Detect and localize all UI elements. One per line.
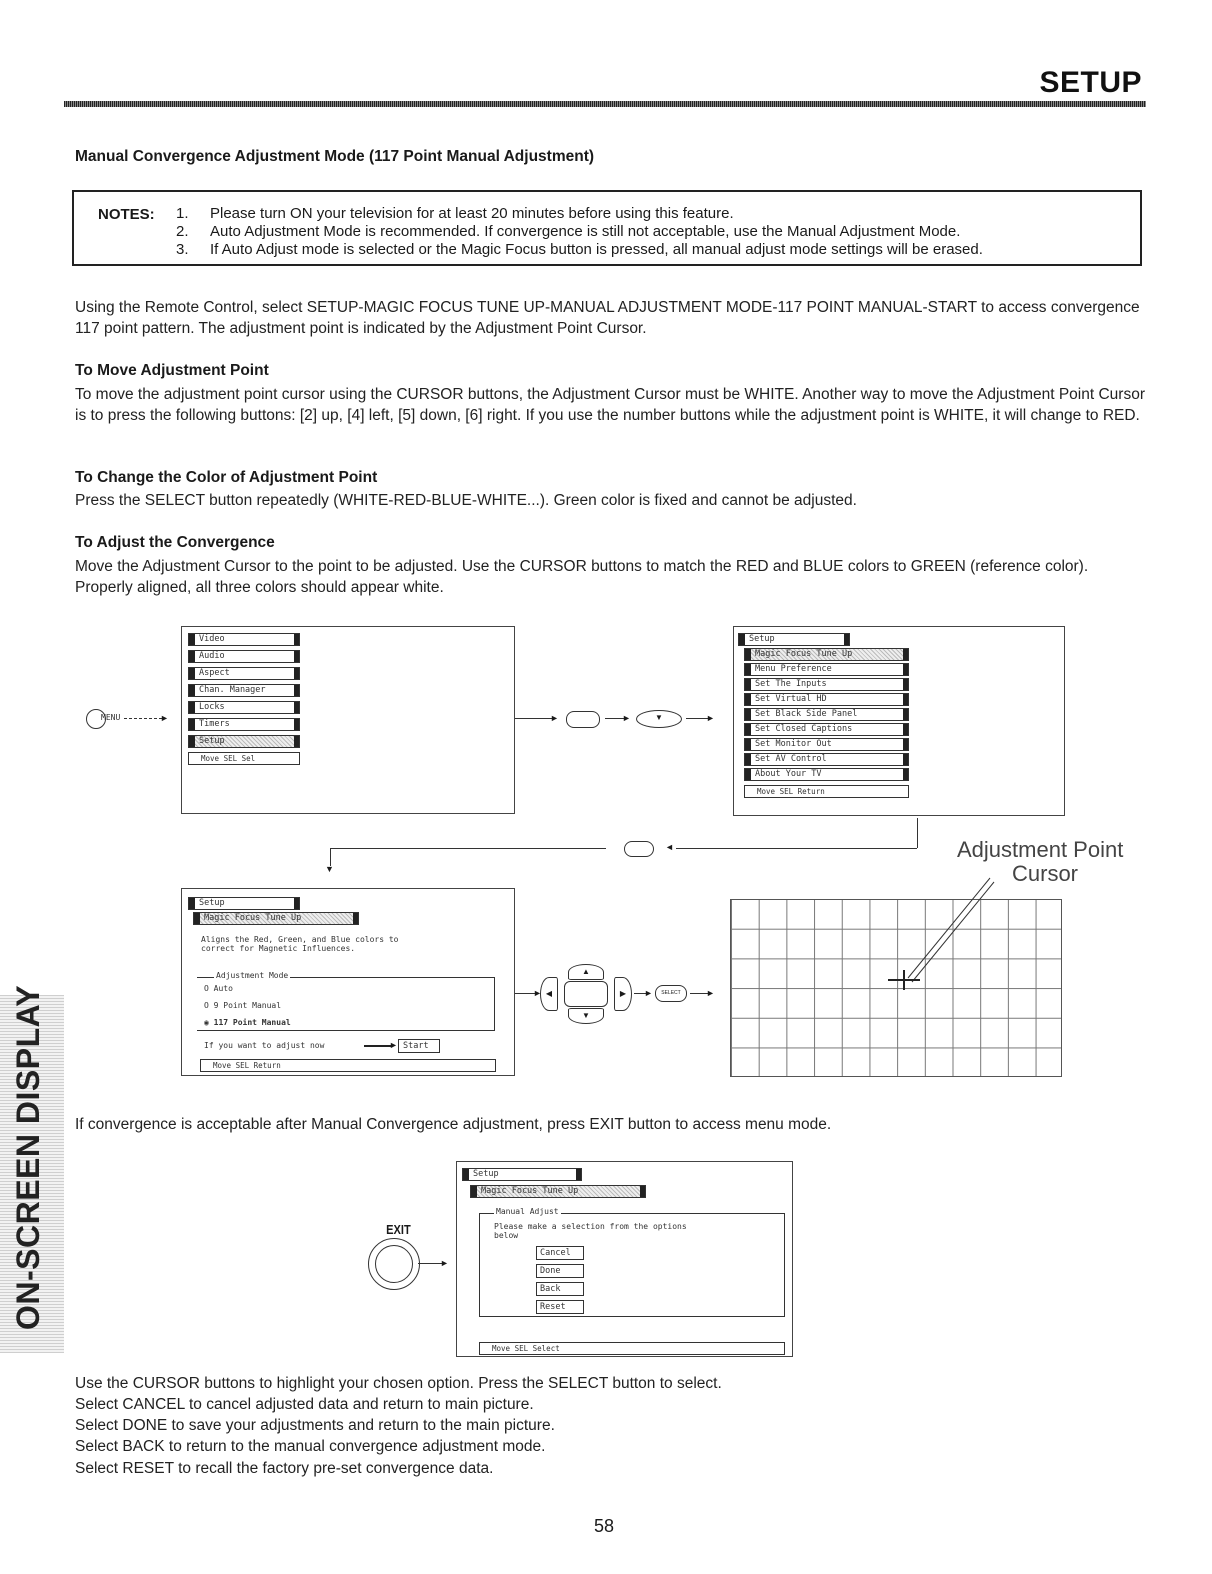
arrow-right-icon: ►: [440, 1258, 449, 1268]
setup-item-closed-captions: Set Closed Captions: [744, 723, 909, 736]
instruction-line: Use the CURSOR buttons to highlight your chosen option. Press the SELECT button to select.: [75, 1375, 722, 1392]
connector-line: [676, 848, 917, 849]
cursor-label-2: Cursor: [1012, 861, 1079, 886]
reset-option: Reset: [536, 1300, 584, 1314]
move-point-text: To move the adjustment point cursor using the CURSOR buttons, the Adjustment Cursor must be WHITE. Another way to move the Adjustment Point Cursor is to press the following buttons: [2] up, [4] left, [5] down, [6] right. If you use the number buttons while the adjustment point is WHITE, it will change to RED.: [75, 386, 1145, 424]
arrow-line: [515, 993, 535, 994]
magic-footer: Move SEL Return: [200, 1059, 496, 1072]
connector-line: [917, 818, 918, 848]
page-header-title: SETUP: [1039, 66, 1142, 99]
page-number: 58: [594, 1516, 615, 1536]
move-point-title: To Move Adjustment Point: [75, 362, 269, 379]
instruction-line: Select DONE to save your adjustments and return to the main picture.: [75, 1417, 555, 1434]
manual-adjust-label: Manual Adjust: [496, 1207, 559, 1216]
magic-description: Aligns the Red, Green, and Blue colors to correct for Magnetic Influences.: [201, 935, 399, 953]
arrow-down-icon: ▼: [325, 864, 334, 874]
arrow-right-icon: ►: [706, 713, 715, 723]
note-text: If Auto Adjust mode is selected or the Magic Focus button is pressed, all manual adjust mode settings will be erased.: [210, 241, 983, 258]
select-button-icon: SELECT: [655, 985, 687, 1002]
setup-item-magic-focus: Magic Focus Tune Up: [744, 648, 909, 661]
menu-item-chan-manager: Chan. Manager: [188, 684, 300, 697]
arrow-right-icon: ►: [622, 713, 631, 723]
setup-menu-footer: Move SEL Return: [744, 785, 909, 798]
note-item: [176, 223, 960, 240]
arrow-line: [364, 1045, 392, 1047]
mode-option-auto: O Auto: [204, 984, 233, 993]
setup-item-black-side-panel: Set Black Side Panel: [744, 708, 909, 721]
arrow-line: [515, 718, 553, 719]
arrow-right-icon: ►: [160, 713, 169, 723]
menu-item-timers: Timers: [188, 718, 300, 731]
arrow-line: [686, 718, 708, 719]
mode-option-9-point: O 9 Point Manual: [204, 1001, 282, 1010]
arrow-left-icon: ◄: [665, 842, 674, 852]
instruction-line: Select BACK to return to the manual convergence adjustment mode.: [75, 1438, 546, 1455]
menu-item-video: Video: [188, 633, 300, 646]
menu-item-audio: Audio: [188, 650, 300, 663]
arrow-right-icon: ►: [550, 713, 559, 723]
section-heading: Manual Convergence Adjustment Mode (117 Point Manual Adjustment): [75, 148, 595, 165]
cursor-pointer-icon: [880, 870, 1000, 1005]
adjust-convergence-title: To Adjust the Convergence: [75, 534, 275, 551]
arrow-right-icon: ►: [644, 988, 653, 998]
adjustment-mode-label: Adjustment Mode: [216, 971, 289, 980]
note-item: [176, 241, 983, 258]
arrow-right-icon: ►: [389, 1040, 398, 1050]
menu-item-locks: Locks: [188, 701, 300, 714]
select-button-icon: [624, 841, 654, 857]
cancel-option: Cancel: [536, 1246, 584, 1260]
note-number: 1.: [176, 205, 189, 222]
arrow-right-icon: ►: [706, 988, 715, 998]
change-color-text: Press the SELECT button repeatedly (WHITE-RED-BLUE-WHITE...). Green color is fixed and cannot be adjusted.: [75, 492, 857, 509]
setup-item-av-control: Set AV Control: [744, 753, 909, 766]
main-menu-footer: Move SEL Sel: [188, 752, 300, 765]
note-item: [176, 205, 734, 222]
select-button-icon: [566, 711, 600, 728]
instruction-line: Select CANCEL to cancel adjusted data and return to main picture.: [75, 1396, 534, 1413]
note-number: 2.: [176, 223, 189, 240]
notes-box: [72, 190, 1142, 266]
menu-item-setup: Setup: [188, 735, 300, 748]
note-text: Auto Adjustment Mode is recommended. If convergence is still not acceptable, use the Manual Adjustment Mode.: [210, 223, 961, 240]
back-option: Back: [536, 1282, 584, 1296]
done-option: Done: [536, 1264, 584, 1278]
intro-paragraph: Using the Remote Control, select SETUP-MAGIC FOCUS TUNE UP-MANUAL ADJUSTMENT MODE-117 POINT MANUAL-START to access convergence 117 point pattern. The adjustment point is indicated by the Adjustment Point Cursor.: [75, 299, 1140, 337]
exit-button-icon: [368, 1238, 420, 1290]
manual-adjust-subtitle: Magic Focus Tune Up: [470, 1185, 646, 1198]
manual-adjust-footer: Move SEL Select: [479, 1342, 785, 1355]
header-rule: [64, 101, 1146, 107]
start-prompt: If you want to adjust now: [204, 1041, 325, 1050]
start-button: Start: [398, 1039, 440, 1053]
exit-note: If convergence is acceptable after Manual Convergence adjustment, press EXIT button to access menu mode.: [75, 1116, 832, 1133]
menu-button-label: MENU: [101, 713, 121, 722]
magic-subtitle: Magic Focus Tune Up: [193, 912, 359, 925]
cursor-down-button-icon: ▼: [636, 710, 682, 728]
menu-item-aspect: Aspect: [188, 667, 300, 680]
setup-item-virtual-hd: Set Virtual HD: [744, 693, 909, 706]
change-color-title: To Change the Color of Adjustment Point: [75, 469, 378, 486]
note-number: 3.: [176, 241, 189, 258]
instruction-line: Select RESET to recall the factory pre-set convergence data.: [75, 1460, 494, 1477]
arrow-line: [124, 718, 162, 719]
side-tab-label: ON-SCREEN DISPLAY: [10, 984, 46, 1330]
note-text: Please turn ON your television for at least 20 minutes before using this feature.: [210, 205, 734, 222]
setup-item-inputs: Set The Inputs: [744, 678, 909, 691]
arrow-line: [418, 1263, 442, 1264]
arrow-right-icon: ►: [533, 988, 542, 998]
manual-adjust-title: Setup: [462, 1168, 582, 1181]
setup-menu-title: Setup: [738, 633, 850, 646]
setup-item-monitor-out: Set Monitor Out: [744, 738, 909, 751]
adjust-convergence-text: Move the Adjustment Cursor to the point to be adjusted. Use the CURSOR buttons to match the RED and BLUE colors to GREEN (reference color). Properly aligned, all three colors should appear white.: [75, 558, 1089, 596]
setup-item-about: About Your TV: [744, 768, 909, 781]
notes-label: NOTES:: [98, 206, 155, 223]
setup-item-menu-preference: Menu Preference: [744, 663, 909, 676]
magic-title: Setup: [188, 897, 300, 910]
mode-option-117-point: ◉ 117 Point Manual: [204, 1018, 291, 1027]
connector-line: [330, 848, 606, 849]
cursor-label: Adjustment Point: [957, 837, 1124, 862]
exit-button-label: EXIT: [386, 1222, 411, 1237]
cursor-pad-icon: ▲ ▼ ◀ ▶: [540, 964, 630, 1022]
manual-adjust-prompt: Please make a selection from the options below: [494, 1222, 687, 1240]
